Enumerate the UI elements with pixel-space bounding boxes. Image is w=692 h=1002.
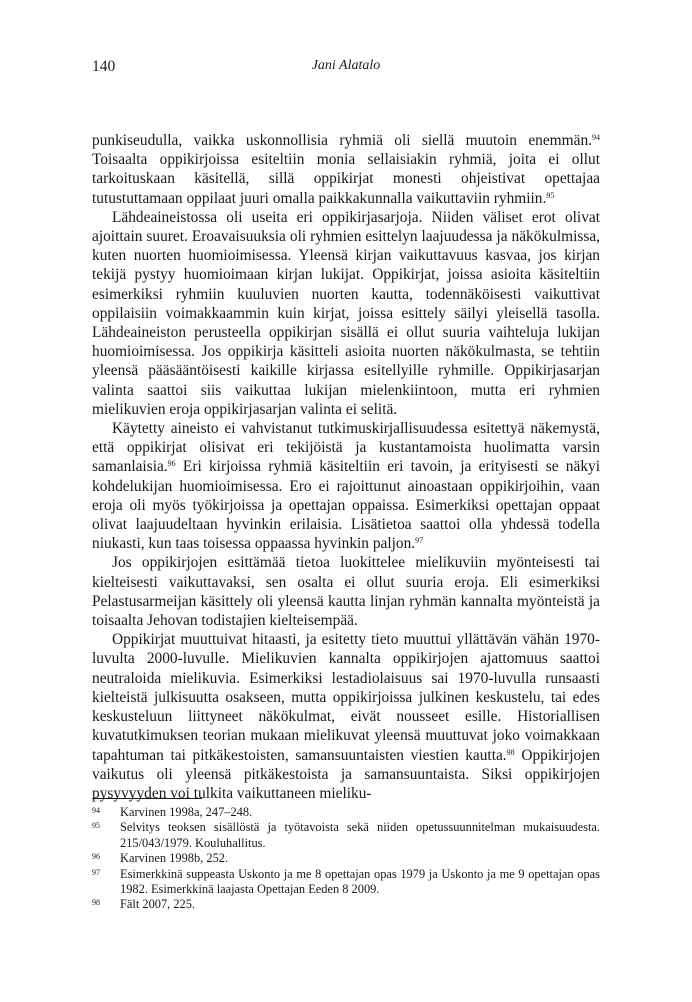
footnote-number: 94 — [92, 806, 100, 815]
running-head-author: Jani Alatalo — [311, 58, 381, 73]
footnote-ref-96[interactable]: 96 — [167, 459, 176, 469]
paragraph-5 — [92, 630, 600, 803]
paragraph-3-text-b: Eri kirjoissa ryhmiä käsiteltiin eri tavoin, ja erityisesti se näkyi kohdelukijan huomioimisessa. Ero ei rajoittunut ainoastaan oppikirjoihin, vaan eroja oli myös työkirjoissa ja opettajan oppaissa. Esimerkiksi opettajan oppaat olivat laajuudeltaan hyvinkin erilaisia. Lisätietoa saattoi olla yhdessä todella niukasti, kun taas toisessa oppaassa hyvinkin paljon. — [92, 458, 600, 553]
paragraph-1 — [92, 131, 600, 208]
footnote-text: Karvinen 1998b, 252. — [120, 851, 229, 866]
footnote-ref-95[interactable]: 95 — [546, 190, 555, 200]
footnote-divider — [92, 798, 202, 799]
footnote-95 — [92, 820, 600, 851]
paragraph-2: Lähdeaineistossa oli useita eri oppikirjasarjoja. Niiden väliset erot olivat ajoittain suuret. Eroavaisuuksia oli ryhmien esittelyn laajuudessa ja näkökulmissa, kuten nuorten huomioimisessa. Yleensä kirjan vaikuttavuus kasvaa, jos kirjan tekijä pystyy huomioimaan kirjan lukijat. Oppikirjat, joissa asioita käsiteltiin esimerkiksi ryhmiin kuuluvien nuorten kautta, todennäköisesti vaikuttivat oppilaisiin voimakkaammin kuin kirjat, joissa esittely säilyi yleisellä tasolla. Lähdeaineiston perusteella oppikirjan sisällä ei ollut suuria vaihteluja lukijan huomioimisessa. Jos oppikirja käsitteli asioita nuorten näkökulmasta, se tehtiin yleensä pääsääntöisesti kaikille kirjassa esitellyille ryhmille. Oppikirjasarjan valinta saattoi siis vaikuttaa lukijan mielenkiintoon, mutta eri ryhmien mielikuvien eroja oppikirjasarjan valinta ei selitä. — [92, 208, 600, 418]
footnote-ref-94[interactable]: 94 — [592, 133, 600, 142]
footnote-text: Esimerkkinä suppeasta Uskonto ja me 8 opettajan opas 1979 ja Uskonto ja me 9 opettajan opas 1982. Esimerkkinä laajasta Opettajan Eeden 8 2009. — [120, 866, 600, 897]
footnote-number: 95 — [92, 821, 100, 831]
page-header — [92, 58, 600, 78]
paragraph-1-text-b: Toisaalta oppikirjoissa esiteltiin monia sellaisiakin ryhmiä, joita ei ollut tarkoituskaan käsitellä, sillä oppikirjat monesti ohjeistivat opettajaa tutustuttamaan oppilaat juuri omalla paikkakunnalla vaikuttaviin ryhmiin. — [92, 151, 600, 207]
footnotes — [92, 805, 600, 913]
footnote-text: Fält 2007, 225. — [120, 897, 196, 912]
footnote-96 — [92, 851, 600, 866]
footnote-number: 98 — [92, 898, 100, 908]
footnote-98 — [92, 897, 600, 912]
footnote-94 — [92, 805, 600, 820]
paragraph-5-text-a: Oppikirjat muuttuivat hitaasti, ja esitetty tieto muuttui yllättävän vähän 1970-luvulta 2000-luvulle. Mielikuvien kannalta oppikirjojen ajattomuus saattoi neutraloida mielikuvia. Esimerkiksi lestadiolaisuus sai 1970-luvulla runsaasti kielteistä julkisuutta osakseen, mutta oppikirjoissa julkinen keskustelu, tai edes keskusteluun liittyneet näkökulmat, eivät nousseet esille. Historiallisen kuvatutkimuksen teorian mukaan mielikuvat yleensä muuttuvat joko voimakkaan tapahtuman tai pitkäkestoisten, samansuuntaisten viestien kautta. — [92, 631, 600, 764]
page-number: 140 — [92, 58, 116, 75]
footnote-number: 96 — [92, 852, 100, 862]
footnote-number: 97 — [92, 867, 100, 877]
footnote-text: Karvinen 1998a, 247–248. — [120, 805, 253, 819]
footnote-text: Selvitys teoksen sisällöstä ja työtavoista sekä niiden opetussuunnitelman mukaisuudesta. 215/043/1979. Kouluhallitus. — [120, 820, 600, 850]
paragraph-3 — [92, 419, 600, 553]
paragraph-4: Jos oppikirjojen esittämää tietoa luokittelee mielikuviin myönteisesti tai kielteisesti vaikuttavaksi, sen osalta ei ollut suuria eroja. Eli esimerkiksi Pelastusarmeijan käsittely oli yleensä kautta linjan ryhmän kannalta myönteistä ja toisaalta Jehovan todistajien kielteisempää. — [92, 554, 600, 630]
paragraph-3-text-a: Käytetty aineisto ei vahvistanut tutkimuskirjallisuudessa esitettyä näkemystä, että oppikirjat olisivat eri tekijöistä ja kustantamoista huolimatta varsin samanlaisia. — [92, 420, 600, 476]
paragraph-1-text-a: punkiseudulla, vaikka uskonnollisia ryhmiä oli siellä muutoin enemmän. — [92, 132, 592, 149]
footnote-ref-98[interactable]: 98 — [506, 747, 515, 757]
footnote-97 — [92, 867, 600, 898]
footnote-ref-97[interactable]: 97 — [415, 536, 424, 546]
paragraph-5-text-b: Oppikirjojen vaikutus oli yleensä pitkäkestoista ja samansuuntaista. Siksi oppikirjojen pysyvyyden voi tulkita vaikuttaneen mieliku- — [92, 746, 600, 802]
body-text — [92, 131, 600, 803]
